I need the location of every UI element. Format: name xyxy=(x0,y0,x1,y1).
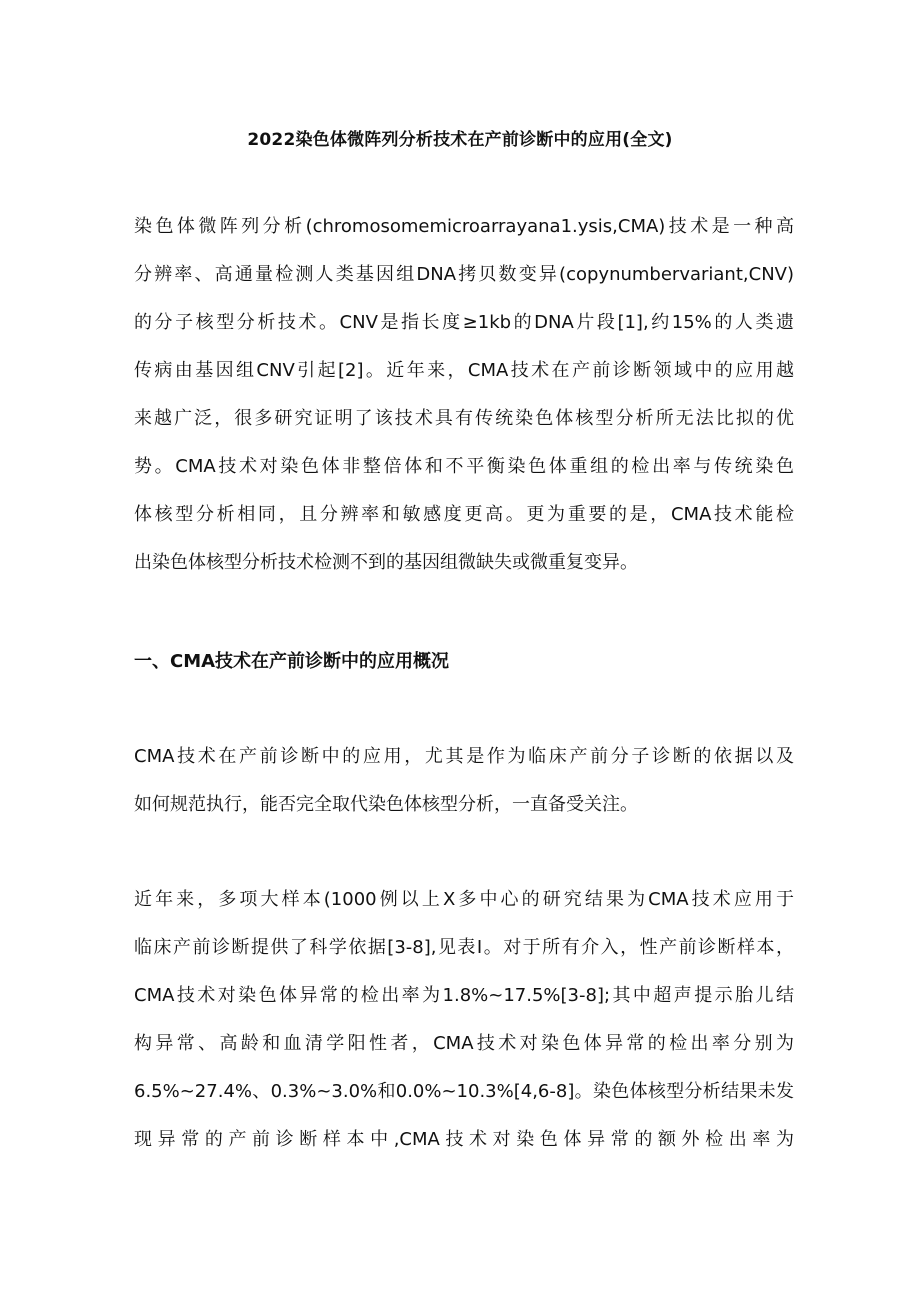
paragraph-line: 势。CMA技术对染色体非整倍体和不平衡染色体重组的检出率与传统染色 xyxy=(134,456,794,477)
paragraph-line: 的分子核型分析技术。CNV是指长度≥1kb的DNA片段[1],约15%的人类遗 xyxy=(134,312,794,333)
paragraph-line: 分辨率、高通量检测人类基因组DNA拷贝数变异(copynumbervariant,CNV) xyxy=(134,264,794,285)
document-title: 2022染色体微阵列分析技术在产前诊断中的应用(全文) xyxy=(247,130,673,150)
intro-paragraph xyxy=(134,203,794,587)
paragraph-line: 出染色体核型分析技术检测不到的基因组微缺失或微重复变异。 xyxy=(134,552,638,573)
paragraph-line: 体核型分析相同，且分辨率和敏感度更高。更为重要的是，CMA技术能检 xyxy=(134,504,794,525)
overview-paragraph xyxy=(134,733,794,829)
findings-paragraph xyxy=(134,876,794,1164)
paragraph-line: 来越广泛，很多研究证明了该技术具有传统染色体核型分析所无法比拟的优 xyxy=(134,408,794,429)
paragraph-line: 传病由基因组CNV引起[2]。近年来，CMA技术在产前诊断领域中的应用越 xyxy=(134,360,794,381)
paragraph-line: 临床产前诊断提供了科学依据[3-8],见表I。对于所有介入，性产前诊断样本， xyxy=(134,937,794,958)
section-heading: 一、CMA技术在产前诊断中的应用概况 xyxy=(134,651,450,672)
paragraph-line: 如何规范执行，能否完全取代染色体核型分析，一直备受关注。 xyxy=(134,794,638,815)
paragraph-line: 现异常的产前诊断样本中,CMA技术对染色体异常的额外检出率为 xyxy=(134,1129,794,1150)
paragraph-line: 近年来，多项大样本(1000例以上X多中心的研究结果为CMA技术应用于 xyxy=(134,889,794,910)
paragraph-line: 染色体微阵列分析(chromosomemicroarrayana1.ysis,CMA)技术是一种高 xyxy=(134,216,794,237)
paragraph-line: CMA技术对染色体异常的检出率为1.8%~17.5%[3-8];其中超声提示胎儿结 xyxy=(134,985,794,1006)
paragraph-line: 构异常、高龄和血清学阳性者，CMA技术对染色体异常的检出率分别为 xyxy=(134,1033,794,1054)
paragraph-line: 6.5%~27.4%、0.3%~3.0%和0.0%~10.3%[4,6-8]。染色体核型分析结果未发 xyxy=(134,1081,794,1102)
paragraph-line: CMA技术在产前诊断中的应用，尤其是作为临床产前分子诊断的依据以及 xyxy=(134,746,794,767)
